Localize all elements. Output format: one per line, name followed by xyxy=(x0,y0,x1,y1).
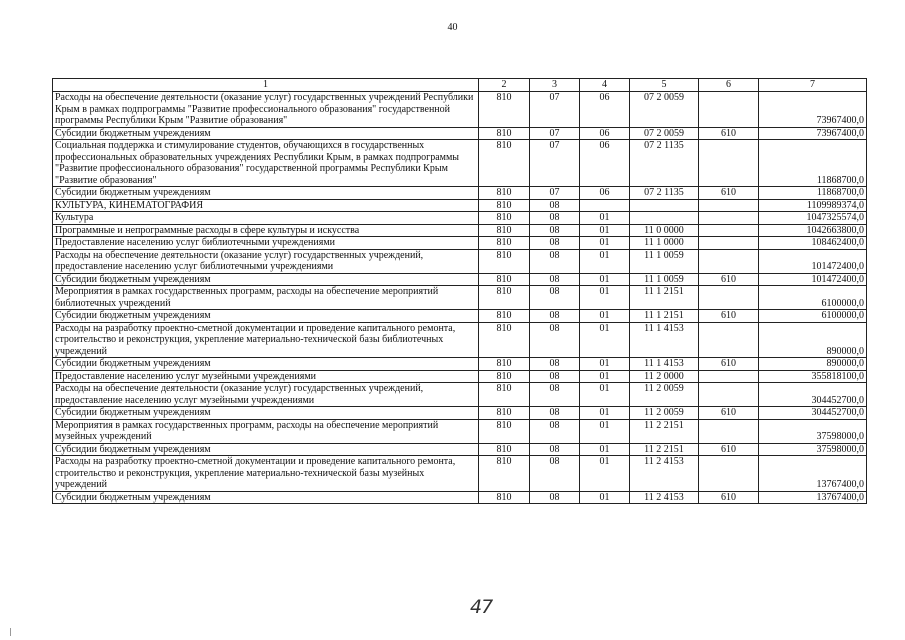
row-name-cell: Расходы на разработку проектно-сметной документации и проведение капитального ремонта, строительство и реконструкция, укрепление материально-технической базы библиотечных учреждений xyxy=(53,322,479,358)
row-name-cell: Культура xyxy=(53,212,479,225)
row-code-cell: 810 xyxy=(479,370,530,383)
row-expense-type-cell xyxy=(699,199,759,212)
row-name-cell: Расходы на разработку проектно-сметной документации и проведение капитального ремонта, строительство и реконструкция, укрепление материально-технической базы музейных учреждений xyxy=(53,456,479,492)
row-target-article-cell: 11 1 4153 xyxy=(630,358,699,371)
row-target-article-cell: 11 1 2151 xyxy=(630,286,699,310)
row-expense-type-cell xyxy=(699,322,759,358)
row-code-cell: 810 xyxy=(479,407,530,420)
row-section-cell: 07 xyxy=(530,92,580,128)
row-subsection-cell: 06 xyxy=(580,187,630,200)
row-subsection-cell: 01 xyxy=(580,370,630,383)
row-subsection-cell: 01 xyxy=(580,224,630,237)
row-section-cell: 08 xyxy=(530,443,580,456)
header-cell: 7 xyxy=(759,79,867,92)
row-name-cell: Мероприятия в рамках государственных программ, расходы на обеспечение мероприятий музейных учреждений xyxy=(53,419,479,443)
row-target-article-cell xyxy=(630,199,699,212)
row-amount-cell: 1109989374,0 xyxy=(759,199,867,212)
row-expense-type-cell: 610 xyxy=(699,127,759,140)
row-expense-type-cell xyxy=(699,237,759,250)
row-target-article-cell: 11 1 4153 xyxy=(630,322,699,358)
row-name-cell: Предоставление населению услуг библиотечными учреждениями xyxy=(53,237,479,250)
row-code-cell: 810 xyxy=(479,199,530,212)
budget-table xyxy=(52,78,867,504)
row-amount-cell: 6100000,0 xyxy=(759,286,867,310)
row-section-cell: 08 xyxy=(530,199,580,212)
table-row xyxy=(53,212,867,225)
row-section-cell: 08 xyxy=(530,273,580,286)
row-section-cell: 08 xyxy=(530,224,580,237)
row-target-article-cell: 11 2 4153 xyxy=(630,456,699,492)
row-code-cell: 810 xyxy=(479,249,530,273)
table-row xyxy=(53,249,867,273)
row-code-cell: 810 xyxy=(479,224,530,237)
row-expense-type-cell xyxy=(699,286,759,310)
row-expense-type-cell: 610 xyxy=(699,491,759,504)
table-row xyxy=(53,383,867,407)
row-section-cell: 08 xyxy=(530,286,580,310)
table-row xyxy=(53,127,867,140)
row-section-cell: 08 xyxy=(530,491,580,504)
row-amount-cell: 304452700,0 xyxy=(759,407,867,420)
row-amount-cell: 6100000,0 xyxy=(759,310,867,323)
row-name-cell: Субсидии бюджетным учреждениям xyxy=(53,187,479,200)
row-target-article-cell: 11 0 0000 xyxy=(630,224,699,237)
table-row xyxy=(53,491,867,504)
row-subsection-cell: 06 xyxy=(580,140,630,187)
row-code-cell: 810 xyxy=(479,383,530,407)
row-code-cell: 810 xyxy=(479,419,530,443)
row-section-cell: 07 xyxy=(530,127,580,140)
row-subsection-cell: 01 xyxy=(580,407,630,420)
row-code-cell: 810 xyxy=(479,140,530,187)
row-name-cell: Предоставление населению услуг музейными учреждениями xyxy=(53,370,479,383)
header-cell: 1 xyxy=(53,79,479,92)
row-code-cell: 810 xyxy=(479,237,530,250)
row-amount-cell: 101472400,0 xyxy=(759,273,867,286)
row-expense-type-cell xyxy=(699,383,759,407)
table-row xyxy=(53,443,867,456)
row-amount-cell: 101472400,0 xyxy=(759,249,867,273)
header-cell: 2 xyxy=(479,79,530,92)
header-cell: 4 xyxy=(580,79,630,92)
row-name-cell: Социальная поддержка и стимулирование студентов, обучающихся в государственных профессиональных образовательных учреждениях Республики Крым, в рамках подпрограммы "Развитие профессионального образования" государственной программы Республики Крым "Развитие образования" xyxy=(53,140,479,187)
row-code-cell: 810 xyxy=(479,273,530,286)
row-amount-cell: 11868700,0 xyxy=(759,140,867,187)
table-row xyxy=(53,310,867,323)
table-row xyxy=(53,237,867,250)
row-amount-cell: 13767400,0 xyxy=(759,491,867,504)
row-amount-cell: 37598000,0 xyxy=(759,443,867,456)
header-cell: 6 xyxy=(699,79,759,92)
row-target-article-cell: 11 2 2151 xyxy=(630,419,699,443)
row-name-cell: Субсидии бюджетным учреждениям xyxy=(53,407,479,420)
row-target-article-cell: 07 2 1135 xyxy=(630,187,699,200)
row-section-cell: 08 xyxy=(530,212,580,225)
row-subsection-cell: 01 xyxy=(580,310,630,323)
row-amount-cell: 1047325574,0 xyxy=(759,212,867,225)
row-amount-cell: 355818100,0 xyxy=(759,370,867,383)
table-row xyxy=(53,407,867,420)
table-row xyxy=(53,224,867,237)
row-section-cell: 07 xyxy=(530,140,580,187)
row-target-article-cell: 11 2 0059 xyxy=(630,407,699,420)
row-expense-type-cell xyxy=(699,140,759,187)
row-section-cell: 08 xyxy=(530,358,580,371)
row-section-cell: 07 xyxy=(530,187,580,200)
row-name-cell: Расходы на обеспечение деятельности (оказание услуг) государственных учреждений Республики Крым в рамках подпрограммы "Развитие профессионального образования" государственной программы Республики Крым "Развитие образования" xyxy=(53,92,479,128)
row-subsection-cell: 01 xyxy=(580,419,630,443)
row-amount-cell: 37598000,0 xyxy=(759,419,867,443)
row-code-cell: 810 xyxy=(479,187,530,200)
row-subsection-cell: 01 xyxy=(580,322,630,358)
table-row xyxy=(53,187,867,200)
row-name-cell: Субсидии бюджетным учреждениям xyxy=(53,443,479,456)
row-amount-cell: 1042663800,0 xyxy=(759,224,867,237)
row-expense-type-cell: 610 xyxy=(699,187,759,200)
row-name-cell: Расходы на обеспечение деятельности (оказание услуг) государственных учреждений, предоставление населению услуг библиотечными учреждениями xyxy=(53,249,479,273)
row-subsection-cell: 01 xyxy=(580,358,630,371)
page-number: 40 xyxy=(447,22,458,33)
scan-edge-mark xyxy=(10,628,11,636)
row-section-cell: 08 xyxy=(530,322,580,358)
row-code-cell: 810 xyxy=(479,322,530,358)
row-section-cell: 08 xyxy=(530,419,580,443)
table-row xyxy=(53,273,867,286)
row-subsection-cell: 06 xyxy=(580,127,630,140)
row-code-cell: 810 xyxy=(479,443,530,456)
row-amount-cell: 890000,0 xyxy=(759,322,867,358)
row-target-article-cell: 11 1 2151 xyxy=(630,310,699,323)
row-subsection-cell: 01 xyxy=(580,491,630,504)
table-row xyxy=(53,456,867,492)
table-row xyxy=(53,322,867,358)
row-amount-cell: 11868700,0 xyxy=(759,187,867,200)
table-row xyxy=(53,419,867,443)
row-target-article-cell: 07 2 0059 xyxy=(630,92,699,128)
row-expense-type-cell: 610 xyxy=(699,407,759,420)
row-section-cell: 08 xyxy=(530,407,580,420)
row-expense-type-cell xyxy=(699,370,759,383)
table-body xyxy=(53,79,867,504)
row-subsection-cell: 01 xyxy=(580,237,630,250)
row-section-cell: 08 xyxy=(530,310,580,323)
handwritten-page-number: 47 xyxy=(470,596,493,618)
row-name-cell: Субсидии бюджетным учреждениям xyxy=(53,127,479,140)
row-subsection-cell: 01 xyxy=(580,286,630,310)
row-code-cell: 810 xyxy=(479,212,530,225)
row-name-cell: Субсидии бюджетным учреждениям xyxy=(53,491,479,504)
row-target-article-cell: 07 2 0059 xyxy=(630,127,699,140)
row-name-cell: Мероприятия в рамках государственных программ, расходы на обеспечение мероприятий библиотечных учреждений xyxy=(53,286,479,310)
row-amount-cell: 73967400,0 xyxy=(759,92,867,128)
row-subsection-cell: 01 xyxy=(580,443,630,456)
row-code-cell: 810 xyxy=(479,491,530,504)
row-expense-type-cell xyxy=(699,224,759,237)
row-expense-type-cell xyxy=(699,456,759,492)
row-expense-type-cell: 610 xyxy=(699,273,759,286)
row-section-cell: 08 xyxy=(530,456,580,492)
table-row xyxy=(53,358,867,371)
row-target-article-cell: 11 1 0000 xyxy=(630,237,699,250)
row-amount-cell: 73967400,0 xyxy=(759,127,867,140)
row-target-article-cell: 11 1 0059 xyxy=(630,249,699,273)
table-row xyxy=(53,199,867,212)
table-row xyxy=(53,92,867,128)
row-code-cell: 810 xyxy=(479,456,530,492)
row-section-cell: 08 xyxy=(530,370,580,383)
row-expense-type-cell xyxy=(699,419,759,443)
row-section-cell: 08 xyxy=(530,249,580,273)
header-cell: 5 xyxy=(630,79,699,92)
row-name-cell: КУЛЬТУРА, КИНЕМАТОГРАФИЯ xyxy=(53,199,479,212)
row-code-cell: 810 xyxy=(479,286,530,310)
row-code-cell: 810 xyxy=(479,92,530,128)
table-row xyxy=(53,140,867,187)
row-expense-type-cell xyxy=(699,249,759,273)
row-name-cell: Субсидии бюджетным учреждениям xyxy=(53,358,479,371)
row-subsection-cell: 01 xyxy=(580,383,630,407)
row-target-article-cell: 11 1 0059 xyxy=(630,273,699,286)
row-expense-type-cell xyxy=(699,212,759,225)
row-amount-cell: 13767400,0 xyxy=(759,456,867,492)
row-subsection-cell: 01 xyxy=(580,456,630,492)
header-cell: 3 xyxy=(530,79,580,92)
row-code-cell: 810 xyxy=(479,310,530,323)
row-subsection-cell: 01 xyxy=(580,273,630,286)
row-expense-type-cell xyxy=(699,92,759,128)
row-subsection-cell: 01 xyxy=(580,249,630,273)
row-target-article-cell: 11 2 2151 xyxy=(630,443,699,456)
row-name-cell: Программные и непрограммные расходы в сфере культуры и искусства xyxy=(53,224,479,237)
row-section-cell: 08 xyxy=(530,383,580,407)
row-amount-cell: 108462400,0 xyxy=(759,237,867,250)
row-target-article-cell: 11 2 4153 xyxy=(630,491,699,504)
row-expense-type-cell: 610 xyxy=(699,443,759,456)
row-expense-type-cell: 610 xyxy=(699,310,759,323)
table-header-row xyxy=(53,79,867,92)
table-row xyxy=(53,286,867,310)
row-subsection-cell xyxy=(580,199,630,212)
row-name-cell: Расходы на обеспечение деятельности (оказание услуг) государственных учреждений, предоставление населению услуг музейными учреждениями xyxy=(53,383,479,407)
row-code-cell: 810 xyxy=(479,127,530,140)
row-target-article-cell xyxy=(630,212,699,225)
row-subsection-cell: 01 xyxy=(580,212,630,225)
row-amount-cell: 304452700,0 xyxy=(759,383,867,407)
row-expense-type-cell: 610 xyxy=(699,358,759,371)
table-row xyxy=(53,370,867,383)
row-code-cell: 810 xyxy=(479,358,530,371)
row-section-cell: 08 xyxy=(530,237,580,250)
row-target-article-cell: 11 2 0000 xyxy=(630,370,699,383)
row-subsection-cell: 06 xyxy=(580,92,630,128)
row-name-cell: Субсидии бюджетным учреждениям xyxy=(53,310,479,323)
row-target-article-cell: 07 2 1135 xyxy=(630,140,699,187)
row-target-article-cell: 11 2 0059 xyxy=(630,383,699,407)
row-amount-cell: 890000,0 xyxy=(759,358,867,371)
row-name-cell: Субсидии бюджетным учреждениям xyxy=(53,273,479,286)
